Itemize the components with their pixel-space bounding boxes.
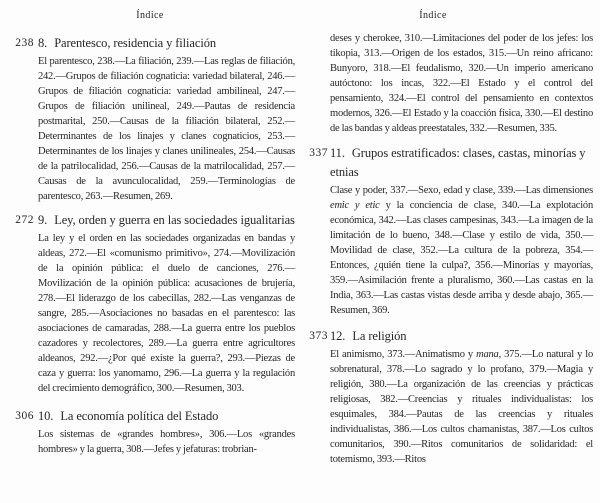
chapter-start-page: 306 [15,409,34,422]
chapter-title: La religión [352,329,407,343]
chapter-entry-9 [0,211,300,396]
chapter-number: 12. [330,329,346,343]
chapter-title: Grupos estratificados: clases, castas, minorías y etnias [330,146,586,179]
chapter-10-continuation [302,31,600,136]
chapter-subentries: Clase y poder, 337.—Sexo, edad y clase, 339.—Las dimensiones emic y etic y la conciencia de clase, 340.—La explotación económica, 342.—Las clases campesinas, 343.—La imagen de la limitación de lo bueno, 348.—Clase y estilo de vida, 350.—Movilidad de clase, 352.—La cultura de la pobreza, 354.—Entonces, ¿quién tiene la culpa?, 356.—Minorías y mayorías, 359.—Asimilación frente a pluralismo, 360.—Las castas en la India, 363.—Las castas vistas desde arriba y desde abajo, 365.—Resumen, 369. [330,185,593,316]
chapter-number: 10. [38,409,54,423]
chapter-subentries: El animismo, 373.—Animatismo y mana, 375.—Lo natural y lo sobrenatural, 378.—Lo sagrado y lo profano, 379.—Magia y religión, 380.—La organización de las creencias y prácticas religiosas, 382.—Creencias y rituales individualistas: los esquimales, 384.—Pautas de las creencias y rituales individualistas, 386.—Los cultos chamanistas, 387.—Los cultos comunitarios, 390.—Ritos comunitarios de solidaridad: el totemismo, 393.—Ritos [330,349,593,465]
chapter-title: La economía política del Estado [60,409,219,423]
chapter-subentries: El parentesco, 238.—La filiación, 239.—Las reglas de filiación, 242.—Grupos de filiación cognaticia: variedad bilateral, 246.—Grupos de filiación cognaticia: variedad ambilineal, 247.—Grupos de filiación unilineal, 249.—Pautas de residencia postmarital, 250.—Causas de la filiación bilateral, 252.—Determinantes de los linajes y clanes cognaticios, 253.—Determinantes de los linajes y clanes unilineales, 254.—Causas de la patrilocalidad, 256.—Causas de la matrilocalidad, 257.—Causas de la avunculocalidad, 259.—Terminologías de parentesco, 263.—Resumen, 269. [38,56,295,202]
chapter-subentries-continued: deses y cherokee, 310.—Limitaciones del poder de los jefes: los tikopia, 313.—Origen de los estados, 315.—Un reino africano: Bunyoro, 318.—El feudalismo, 320.—Un imperio americano autóctono: los incas, 322.—El Estado y el control del pensamiento, 324.—El control del pensamiento en contextos modernos, 326.—El Estado y la coacción física, 330.—El destino de las bandas y aldeas preestatales, 332.—Resumen, 335. [330,33,593,134]
chapter-start-page: 337 [309,146,328,159]
chapter-heading [38,34,295,53]
chapter-start-page: 373 [309,329,328,342]
chapter-title: Ley, orden y guerra en las sociedades igualitarias [54,213,295,227]
chapter-subentries: La ley y el orden en las sociedades organizadas en bandas y aldeas, 272.—El «comunismo primitivo», 274.—Movilización de la opinión pública: el duelo de canciones, 276.—Movilización de la opinión pública: acusaciones de brujería, 278.—El liderazgo de los cabecillas, 282.—Las venganzas de sangre, 285.—Asociaciones no basadas en el parentesco: las asociaciones de camaradas, 288.—La guerra entre los pueblos cazadores y recolectores, 289.—La guerra entre agricultores aldeanos, 292.—¿Por qué existe la guerra?, 293.—Piezas de caza y guerra: los yanomamo, 296.—La guerra y la regulación del crecimiento demográfico, 300.—Resumen, 303. [38,233,295,394]
chapter-entry-10 [0,407,300,457]
chapter-heading [330,327,593,346]
chapter-entry-11 [302,144,600,318]
chapter-heading [330,144,593,182]
chapter-entry-8 [0,34,300,204]
running-header: Índice [419,10,447,21]
chapter-start-page: 238 [15,36,34,49]
chapter-subentries: Los sistemas de «grandes hombres», 306.—Los «grandes hombres» y la guerra, 308.—Jefes y jefaturas: trobrian- [38,429,295,455]
chapter-number: 11. [330,146,345,160]
chapter-number: 8. [38,36,48,50]
chapter-entry-12 [302,327,600,467]
chapter-title: Parentesco, residencia y filiación [54,36,216,50]
chapter-heading [38,407,295,426]
right-column [302,0,600,467]
chapter-heading [38,211,295,230]
chapter-number: 9. [38,213,48,227]
chapter-start-page: 272 [15,213,34,226]
running-header: Índice [136,10,164,21]
left-column [0,0,300,457]
